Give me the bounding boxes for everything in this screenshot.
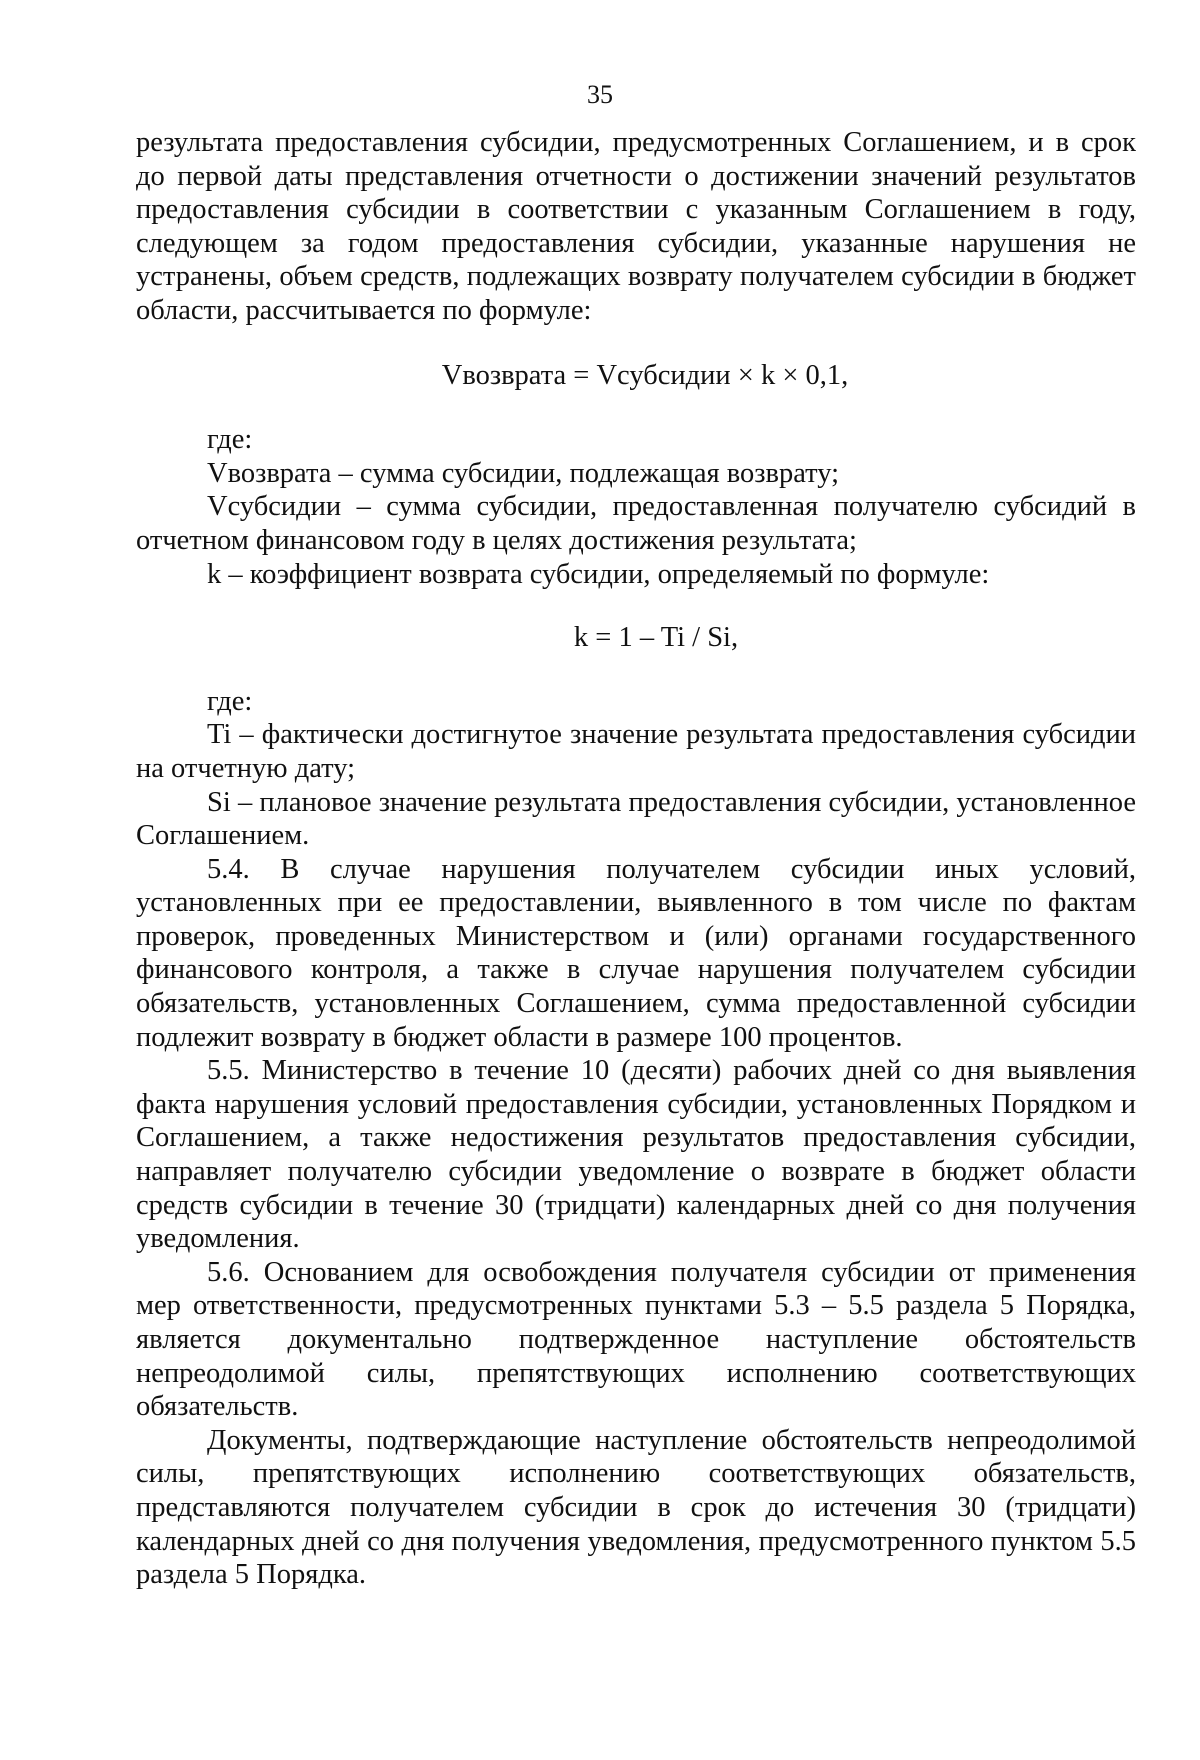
formula-refund-amount: Vвозврата = Vсубсидии × k × 0,1, (441, 359, 849, 391)
definition-si: Si – плановое значение результата предоставления субсидии, установленное Соглашением. (136, 786, 1136, 852)
paragraph-5-6: 5.6. Основанием для освобождения получателя субсидии от применения мер ответственности, предусмотренных пунктами 5.3 – 5.5 раздела 5 Порядка, является документально подтвержденное наступление обстоятельств непреодолимой силы, препятствующих исполнению соответствующих обязательств. (136, 1256, 1136, 1423)
definition-k: k – коэффициент возврата субсидии, определяемый по формуле: (207, 558, 990, 590)
definition-ti: Ti – фактически достигнутое значение результата предоставления субсидии на отчетную дату; (136, 719, 1136, 784)
paragraph-documents: Документы, подтверждающие наступление обстоятельств непреодолимой силы, препятствующих исполнению соответствующих обязательств, представляются получателем субсидии в срок до истечения 30 (тридцати) календарных дней со дня получения уведомления, предусмотренного пунктом 5.5 раздела 5 Порядка. (136, 1424, 1136, 1591)
where-label: где: (207, 424, 253, 456)
paragraph-continuation: результата предоставления субсидии, предусмотренных Соглашением, и в срок до первой даты представления отчетности о достижении значений результатов предоставления субсидии в соответствии с указанным Соглашением в году, следующем за годом предоставления субсидии, указанные нарушения не устранены, объем средств, подлежащих возврату получателем субсидии в бюджет области, рассчитывается по формуле: (136, 127, 1136, 326)
paragraph-5-4: 5.4. В случае нарушения получателем субсидии иных условий, установленных при ее предоставлении, выявленного в том числе по фактам проверок, проведенных Министерством и (или) органами государственного финансового контроля, а также в случае нарушения получателем субсидии обязательств, установленных Соглашением, сумма предоставленной субсидии подлежит возврату в бюджет области в размере 100 процентов. (136, 853, 1136, 1053)
paragraph-5-5: 5.5. Министерство в течение 10 (десяти) рабочих дней со дня выявления факта нарушения условий предоставления субсидии, установленных Порядком и Соглашением, а также недостижения результатов предоставления субсидии, направляет получателю субсидии уведомление о возврате в бюджет области средств субсидии в течение 30 (тридцати) календарных дней со дня получения уведомления. (136, 1055, 1136, 1255)
formula-coefficient-k: k = 1 – Ti / Si, (573, 622, 739, 654)
where-label: где: (207, 685, 253, 717)
page-number: 35 (587, 80, 613, 109)
definition-v-subsidy: Vсубсидии – сумма субсидии, предоставленная получателю субсидий в отчетном финансовом году в целях достижения результата; (136, 491, 1136, 556)
definition-v-refund: Vвозврата – сумма субсидии, подлежащая возврату; (207, 457, 840, 489)
document-body (136, 126, 1136, 1592)
